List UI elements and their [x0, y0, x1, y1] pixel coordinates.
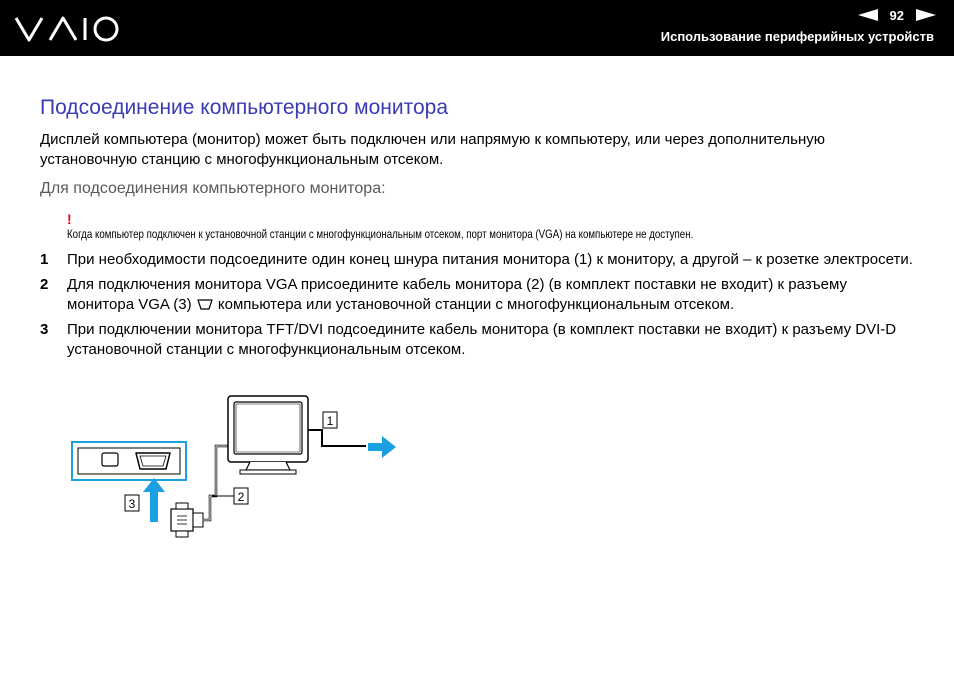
page-title: Подсоединение компьютерного монитора: [40, 96, 449, 119]
connect-up-arrow: [143, 478, 165, 522]
step-number: 2: [40, 276, 49, 293]
step-text-part: компьютера или установочной станции с многофункциональным отсеком.: [217, 296, 735, 313]
step-text: При подключении монитора TFT/DVI подсоедините кабель монитора (в комплект поставки не входит) к разъему DVI-D установочной станции с многофункциональным отсеком.: [67, 321, 897, 358]
power-cord: [308, 430, 366, 446]
page-number: 92: [889, 7, 904, 23]
section-title: Использование периферийных устройств: [660, 29, 934, 44]
warning-note: Когда компьютер подключен к установочной станции с многофункциональным отсеком, порт монитора (VGA) на компьютере не доступен.: [67, 227, 694, 241]
step-text: При необходимости подсоедините один конец шнура питания монитора (1) к монитору, а другой – к розетке электросети.: [67, 251, 913, 268]
step-text-part: Для подключения монитора VGA присоедините кабель монитора (2) (в комплект поставки не входит) к разъему монитора VGA (3): [67, 276, 848, 313]
page-navigation: [858, 6, 936, 24]
label-2: 2: [237, 490, 245, 504]
step-item: [40, 250, 920, 270]
step-item: [40, 320, 920, 360]
step-text: [67, 275, 917, 315]
warning-icon: !: [67, 211, 72, 227]
label-3: 3: [128, 497, 136, 511]
previous-page-button[interactable]: [858, 9, 878, 21]
step-number: 1: [40, 251, 49, 268]
power-outlet-arrow: [368, 436, 396, 458]
page-header: [0, 0, 954, 56]
step-number: 3: [40, 321, 49, 338]
intro-paragraph: Дисплей компьютера (монитор) может быть подключен или напрямую к компьютеру, или через дополнительную установочную станцию с многофункциональным отсеком.: [40, 131, 826, 168]
monitor-illustration: [228, 396, 308, 474]
procedure-heading: Для подсоединения компьютерного монитора:: [40, 180, 386, 197]
label-1: 1: [326, 414, 334, 428]
port-rectangle-icon: [102, 453, 118, 466]
next-page-button[interactable]: [916, 9, 936, 21]
vaio-logo: [14, 14, 122, 44]
vga-cable-plug: [171, 503, 203, 537]
vga-port-icon: [197, 299, 213, 310]
steps-list: [40, 250, 920, 365]
step-item: [40, 275, 920, 315]
connection-diagram: [60, 390, 420, 550]
